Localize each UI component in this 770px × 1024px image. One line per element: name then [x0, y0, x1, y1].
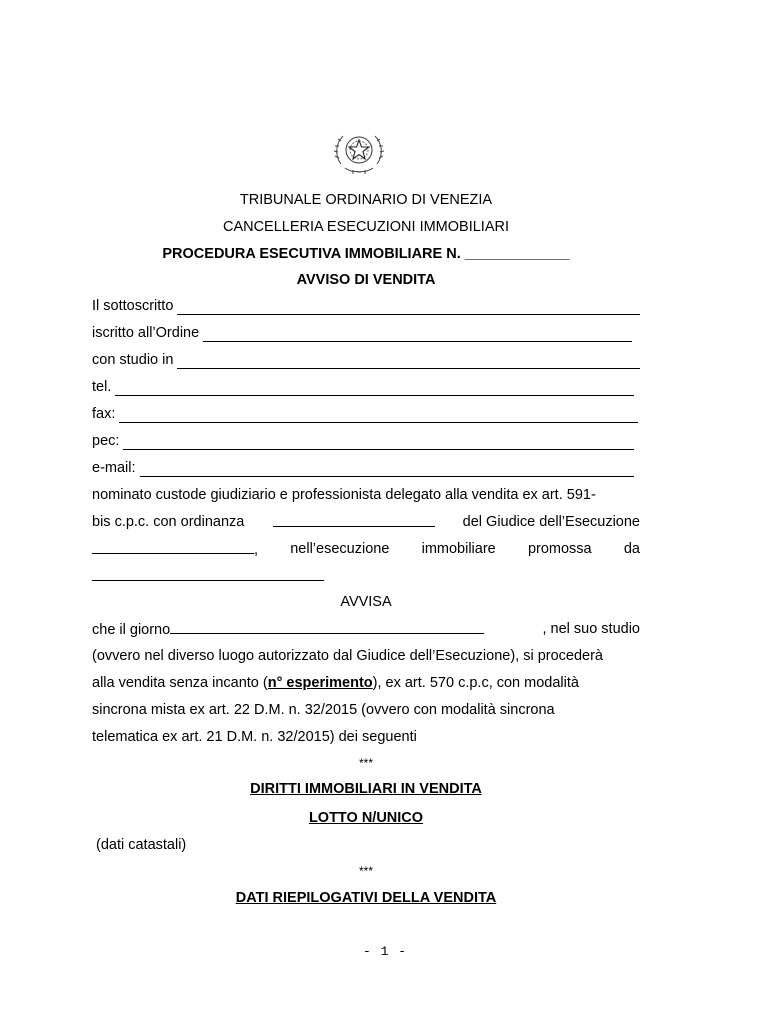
body-text: bis c.p.c. con ordinanza	[92, 514, 245, 530]
body-line-8: telematica ex art. 21 D.M. n. 32/2015) dei seguenti	[92, 729, 417, 745]
body-text: sincrona mista ex art. 22 D.M. n. 32/2015 (ovvero con modalità sincrona	[92, 702, 555, 718]
procedure-number: PROCEDURA ESECUTIVA IMMOBILIARE N. _____________	[162, 246, 570, 262]
blank-line	[203, 328, 632, 342]
blank-line	[140, 463, 634, 477]
field-label: e-mail:	[92, 460, 136, 476]
creditor-blank-line	[92, 567, 324, 586]
body-line-7	[92, 701, 640, 719]
section-title-rights: DIRITTI IMMOBILIARI IN VENDITA	[250, 781, 482, 797]
field-tel[interactable]	[92, 378, 634, 396]
body-text: (ovvero nel diverso luogo autorizzato dal Giudice dell’Esecuzione), si procederà	[92, 648, 603, 664]
field-pec[interactable]	[92, 432, 634, 450]
body-text: da	[623, 541, 640, 557]
office-name: CANCELLERIA ESECUZIONI IMMOBILIARI	[222, 219, 510, 235]
body-text: ,	[254, 542, 259, 558]
separator: ***	[358, 864, 373, 878]
body-line-4	[92, 620, 640, 639]
page-number: - 1 -	[362, 944, 407, 959]
italian-republic-emblem-icon	[331, 126, 387, 178]
blank-line	[115, 382, 634, 396]
body-text: nell’esecuzione	[290, 541, 390, 557]
blank-line	[119, 409, 638, 423]
field-label: fax:	[92, 406, 116, 422]
field-sottoscritto[interactable]	[92, 297, 640, 315]
court-name: TRIBUNALE ORDINARIO DI VENEZIA	[239, 192, 493, 208]
ordinanza-blank[interactable]	[273, 513, 435, 527]
field-label: pec:	[92, 433, 120, 449]
separator: ***	[358, 756, 373, 770]
field-studio[interactable]	[92, 351, 640, 369]
notice-title: AVVISO DI VENDITA	[296, 272, 436, 288]
field-label: tel.	[92, 379, 112, 395]
body-text: alla vendita senza incanto (	[92, 675, 268, 691]
section-title-summary: DATI RIEPILOGATIVI DELLA VENDITA	[235, 890, 497, 906]
judge-blank[interactable]	[92, 540, 254, 554]
body-line-2	[92, 513, 640, 531]
body-line-5	[92, 647, 640, 665]
body-text: , nel suo studio	[542, 621, 640, 637]
blank-line	[177, 301, 640, 315]
field-email[interactable]	[92, 459, 634, 477]
body-text: promossa	[527, 541, 592, 557]
avvisa-heading: AVVISA	[340, 594, 392, 610]
blank-line	[123, 436, 634, 450]
body-line-3	[92, 540, 640, 559]
attempt-number-label: n° esperimento	[267, 675, 373, 691]
date-blank[interactable]	[170, 620, 484, 634]
body-text: immobiliare	[421, 541, 496, 557]
body-text: che il giorno	[92, 622, 171, 638]
field-label: con studio in	[92, 352, 174, 368]
field-ordine[interactable]	[92, 324, 632, 342]
field-label: Il sottoscritto	[92, 298, 174, 314]
field-fax[interactable]	[92, 405, 638, 423]
creditor-blank[interactable]	[92, 567, 324, 581]
body-text: del Giudice dell’Esecuzione	[462, 514, 640, 530]
cadastral-data: (dati catastali)	[96, 837, 187, 853]
body-text: nominato custode giudiziario e professionista delegato alla vendita ex art. 591-	[92, 487, 596, 503]
body-text: ), ex art. 570 c.p.c, con modalità	[372, 675, 579, 691]
blank-line	[177, 355, 640, 369]
body-line-1	[92, 486, 640, 504]
body-line-6	[92, 674, 640, 692]
section-title-lot: LOTTO N/UNICO	[308, 810, 424, 826]
field-label: iscritto all’Ordine	[92, 325, 200, 341]
